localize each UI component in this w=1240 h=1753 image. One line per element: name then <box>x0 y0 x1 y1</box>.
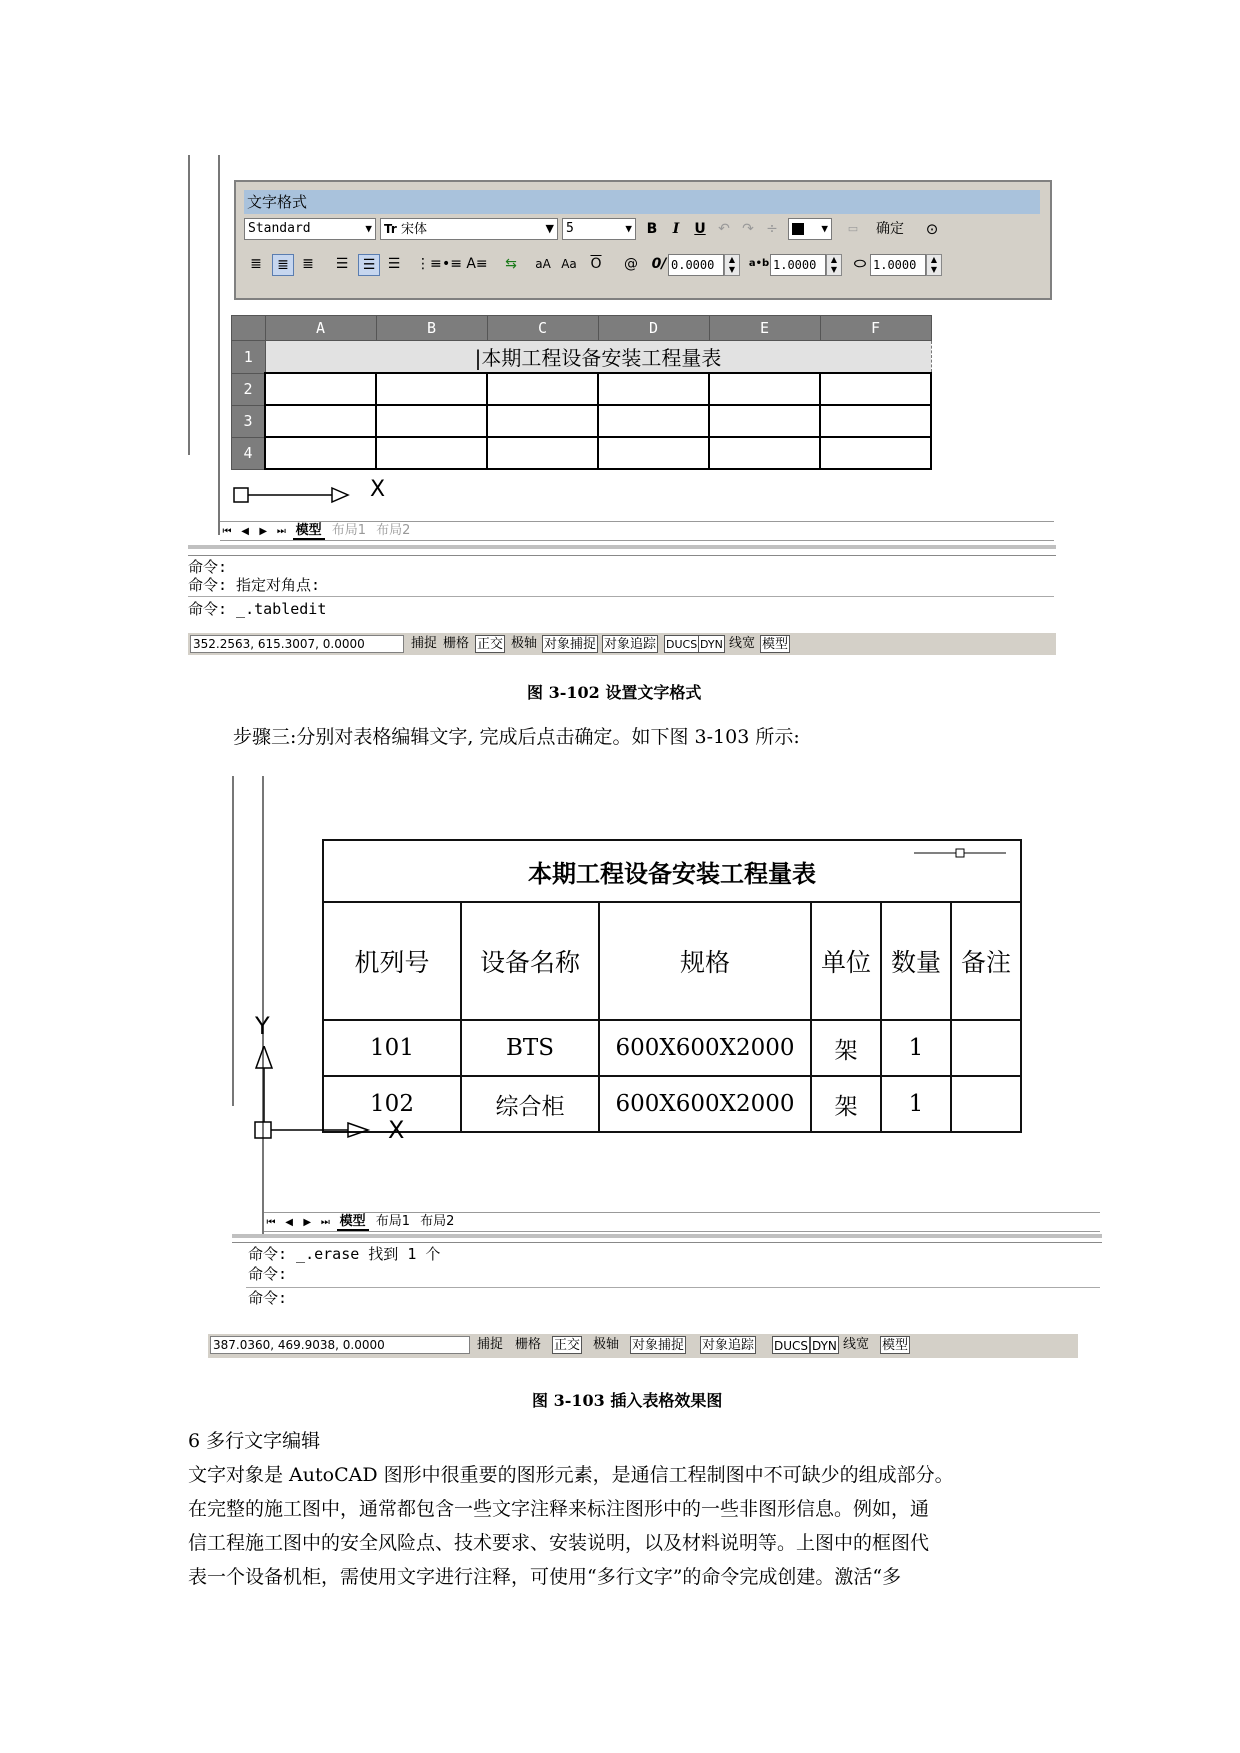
ok-button[interactable]: 确定 <box>876 221 904 237</box>
snap-toggle[interactable]: 捕捉 <box>411 636 438 651</box>
row-header[interactable]: 2 <box>232 373 266 405</box>
table-cell[interactable] <box>820 373 931 405</box>
align-center-icon[interactable]: ≣ <box>272 254 294 276</box>
ortho-toggle[interactable]: 正交 <box>554 1338 581 1353</box>
row-header[interactable]: 1 <box>232 341 266 374</box>
osnap-toggle[interactable]: 对象捕捉 <box>544 637 597 652</box>
align-bottom-icon[interactable]: ☰ <box>387 256 401 272</box>
spinner-icon[interactable]: ▲ ▼ <box>724 254 740 276</box>
command-line: 命令: _.erase 找到 1 个 <box>248 1245 441 1263</box>
next-tab-icon[interactable]: ▶ <box>303 1217 312 1228</box>
otrack-toggle[interactable]: 对象追踪 <box>604 637 657 652</box>
table-cell[interactable] <box>487 437 598 469</box>
bullets-icon[interactable]: •≡ <box>442 256 462 272</box>
command-line: 命令: <box>248 1265 288 1283</box>
chevron-down-icon: ▼ <box>821 222 828 235</box>
command-line: 命令: <box>188 558 228 576</box>
table-cell[interactable]: BTS <box>461 1020 599 1076</box>
body-line: 信工程施工图中的安全风险点、技术要求、安装说明，以及材料说明等。上图中的框图代 <box>188 1532 930 1554</box>
header-cell[interactable]: 单位 <box>811 902 881 1020</box>
table-cell[interactable] <box>376 373 487 405</box>
table-cell[interactable]: 1 <box>881 1020 951 1076</box>
table-title: 本期工程设备安装工程量表 <box>528 859 816 888</box>
splitter[interactable] <box>188 545 1056 549</box>
style-value: Standard <box>248 221 311 236</box>
ducs-toggle[interactable]: DUCS <box>772 1336 810 1354</box>
title-cell-text: 本期工程设备安装工程量表 <box>481 346 722 370</box>
dyn-toggle[interactable]: DYN <box>698 635 725 653</box>
table-cell[interactable]: 架 <box>811 1020 881 1076</box>
layout-tab-bar <box>264 1212 1100 1232</box>
column-header[interactable]: B <box>376 316 487 341</box>
tracking-icon: a•b <box>748 258 770 269</box>
style-combo[interactable] <box>244 218 376 240</box>
table-row <box>323 1020 1021 1076</box>
model-toggle[interactable]: 模型 <box>762 637 789 652</box>
table-cell[interactable] <box>820 437 931 469</box>
table-cell[interactable] <box>487 373 598 405</box>
figure-caption-1: 图 3-102 设置文字格式 <box>527 683 702 702</box>
command-window <box>188 555 1056 618</box>
table-cell[interactable] <box>951 1020 1021 1076</box>
coordinate-readout: 387.0360, 469.9038, 0.0000 <box>210 1336 470 1354</box>
width-factor-icon: ⬭ <box>854 256 866 272</box>
title-cell-editing[interactable]: |本期工程设备安装工程量表 <box>265 341 931 374</box>
column-header[interactable]: F <box>820 316 931 341</box>
table-row <box>232 437 932 469</box>
figure-caption-2: 图 3-103 插入表格效果图 <box>532 1391 723 1410</box>
table-row <box>232 341 932 374</box>
align-middle-icon[interactable]: ☰ <box>358 254 380 276</box>
status-bar <box>188 633 1056 655</box>
text-format-panel <box>234 180 1052 300</box>
ucs-x-label: X <box>388 1116 405 1144</box>
column-header[interactable]: C <box>487 316 598 341</box>
body-line: 表一个设备机柜，需使用文字进行注释，可使用“多行文字”的命令完成创建。激活“多 <box>188 1566 902 1588</box>
figure-text-format <box>188 155 1056 665</box>
table-cell[interactable] <box>265 373 376 405</box>
first-tab-icon[interactable]: ⏮ <box>266 1217 276 1228</box>
table-cell[interactable]: 600X600X2000 <box>599 1020 811 1076</box>
lowercase-icon[interactable]: Aa <box>561 257 577 271</box>
row-header[interactable]: 4 <box>232 437 266 469</box>
insert-field-icon[interactable]: ⇆ <box>505 256 517 272</box>
row-header[interactable]: 3 <box>232 405 266 437</box>
redo-icon[interactable]: ↷ <box>742 221 754 237</box>
options-icon[interactable]: ⊙ <box>925 220 939 238</box>
tab-layout2[interactable]: 布局2 <box>420 1214 455 1229</box>
tab-layout1[interactable]: 布局1 <box>331 523 366 538</box>
table-cell[interactable] <box>376 437 487 469</box>
table-cell[interactable]: 101 <box>323 1020 461 1076</box>
table-cell[interactable] <box>709 373 820 405</box>
table-cell[interactable] <box>265 405 376 437</box>
status-bar <box>208 1334 1078 1358</box>
chevron-down-icon: ▼ <box>545 222 554 235</box>
figure-table-result <box>213 776 1102 1392</box>
align-right-icon[interactable]: ≣ <box>302 256 314 272</box>
column-header[interactable]: A <box>265 316 376 341</box>
divider <box>246 1287 1100 1288</box>
tab-model[interactable]: 模型 <box>337 1214 369 1231</box>
lineweight-toggle[interactable]: 线宽 <box>843 1337 870 1352</box>
last-tab-icon[interactable]: ⏭ <box>276 526 286 537</box>
table-cell[interactable]: 架 <box>811 1076 881 1132</box>
table-cell[interactable] <box>598 373 709 405</box>
align-left-icon[interactable]: ≣ <box>250 256 262 272</box>
polar-toggle[interactable]: 极轴 <box>593 1337 620 1352</box>
viewport-edge <box>232 776 234 1106</box>
equipment-table <box>322 839 1022 1133</box>
grip-icon[interactable] <box>914 847 1006 859</box>
layout-tab-bar <box>220 521 1054 541</box>
ruler-icon[interactable]: ▭ <box>847 222 859 235</box>
tab-model[interactable]: 模型 <box>293 523 325 540</box>
color-combo[interactable] <box>788 218 832 240</box>
header-cell[interactable]: 数量 <box>881 902 951 1020</box>
table-cell[interactable] <box>709 437 820 469</box>
prev-tab-icon[interactable]: ◀ <box>241 526 249 537</box>
grid-toggle[interactable]: 栅格 <box>515 1337 542 1352</box>
coordinate-readout: 352.2563, 615.3007, 0.0000 <box>190 635 404 653</box>
splitter[interactable] <box>232 1234 1102 1238</box>
viewport-edge <box>262 776 264 1238</box>
tracking-input[interactable]: 1.0000 <box>770 254 826 276</box>
tab-layout1[interactable]: 布局1 <box>375 1214 410 1229</box>
table-header-row <box>323 902 1021 1020</box>
height-value: 5 <box>566 221 574 236</box>
model-toggle[interactable]: 模型 <box>882 1338 909 1353</box>
snap-toggle[interactable]: 捕捉 <box>477 1337 504 1352</box>
table-cell[interactable] <box>598 405 709 437</box>
table-row <box>232 405 932 437</box>
italic-button[interactable]: I <box>672 221 680 237</box>
spinner-icon[interactable]: ▲ ▼ <box>926 254 942 276</box>
table-cell[interactable]: 综合柜 <box>461 1076 599 1132</box>
symbol-icon[interactable]: @ <box>624 256 638 272</box>
text-height-combo[interactable] <box>562 218 636 240</box>
underline-button[interactable]: U <box>694 221 706 237</box>
undo-icon[interactable]: ↶ <box>718 221 730 237</box>
first-tab-icon[interactable]: ⏮ <box>222 526 232 537</box>
ortho-toggle[interactable]: 正交 <box>477 637 504 652</box>
command-window <box>232 1242 1102 1307</box>
oblique-angle-icon: 0/ <box>651 256 667 272</box>
viewport-edge <box>218 155 220 535</box>
ucs-icon <box>232 470 372 510</box>
table-cell[interactable]: 102 <box>323 1076 461 1132</box>
table-row <box>232 373 932 405</box>
width-factor-input[interactable]: 1.0000 <box>870 254 926 276</box>
last-tab-icon[interactable]: ⏭ <box>320 1217 330 1228</box>
tab-layout2[interactable]: 布局2 <box>376 523 411 538</box>
numbering-icon[interactable]: ⋮≡ <box>416 256 442 272</box>
bold-button[interactable]: B <box>646 221 658 237</box>
uppercase-icon[interactable]: aA <box>535 257 551 271</box>
table-cell[interactable] <box>376 405 487 437</box>
table-cell[interactable]: 600X600X2000 <box>599 1076 811 1132</box>
table-cell[interactable] <box>951 1076 1021 1132</box>
ducs-toggle[interactable]: DUCS <box>664 635 699 653</box>
osnap-toggle[interactable]: 对象捕捉 <box>632 1338 685 1353</box>
truetype-icon: Tr <box>384 222 397 236</box>
command-input[interactable]: 命令: _.tabledit <box>188 600 327 618</box>
header-cell[interactable]: 设备名称 <box>461 902 599 1020</box>
grid-toggle[interactable]: 栅格 <box>443 636 470 651</box>
ucs-x-label: X <box>370 477 386 502</box>
corner-cell <box>232 316 266 341</box>
next-tab-icon[interactable]: ▶ <box>259 526 268 537</box>
table-row <box>323 1076 1021 1132</box>
divider <box>188 596 1054 597</box>
prev-tab-icon[interactable]: ◀ <box>285 1217 293 1228</box>
dyn-toggle[interactable]: DYN <box>810 1336 839 1354</box>
column-header[interactable]: E <box>709 316 820 341</box>
uppercase-letters-icon[interactable]: A≡ <box>466 256 488 272</box>
command-line: 命令: 指定对角点: <box>188 576 321 594</box>
polar-toggle[interactable]: 极轴 <box>511 636 538 651</box>
spinner-icon[interactable]: ▲ ▼ <box>826 254 842 276</box>
stack-icon[interactable]: ÷ <box>766 221 778 237</box>
table-cell[interactable] <box>598 437 709 469</box>
align-top-icon[interactable]: ☰ <box>335 256 349 272</box>
column-header[interactable]: D <box>598 316 709 341</box>
step-text: 步骤三:分别对表格编辑文字, 完成后点击确定。如下图 3-103 所示: <box>233 726 800 748</box>
font-combo[interactable] <box>380 218 558 240</box>
header-cell[interactable]: 规格 <box>599 902 811 1020</box>
table-editing-grid <box>231 315 935 462</box>
command-input[interactable]: 命令: <box>248 1289 288 1307</box>
text-format-titlebar[interactable]: 文字格式 <box>244 190 1040 214</box>
chevron-down-icon: ▼ <box>365 222 372 235</box>
body-line: 在完整的施工图中，通常都包含一些文字注释来标注图形中的一些非图形信息。例如，通 <box>188 1498 930 1520</box>
table-cell[interactable] <box>265 437 376 469</box>
table-title-cell[interactable] <box>323 840 1021 902</box>
lineweight-toggle[interactable]: 线宽 <box>729 636 756 651</box>
table-cell[interactable] <box>709 405 820 437</box>
header-cell[interactable]: 机列号 <box>323 902 461 1020</box>
body-line: 文字对象是 AutoCAD 图形中很重要的图形元素，是通信工程制图中不可缺少的组成部分。 <box>188 1464 954 1486</box>
font-value: 宋体 <box>400 222 427 237</box>
color-swatch-icon <box>792 223 804 235</box>
overline-icon[interactable]: $\overline{O}$ <box>590 256 602 272</box>
ucs-y-label: Y <box>255 1012 270 1040</box>
table-cell[interactable]: 1 <box>881 1076 951 1132</box>
oblique-angle-input[interactable]: 0.0000 <box>668 254 724 276</box>
table-title-row <box>323 840 1021 902</box>
viewport-edge <box>188 155 190 455</box>
section-heading: 6 多行文字编辑 <box>188 1430 321 1452</box>
column-header-row <box>232 316 932 341</box>
chevron-down-icon: ▼ <box>625 222 632 235</box>
otrack-toggle[interactable]: 对象追踪 <box>702 1338 755 1353</box>
table-cell[interactable] <box>820 405 931 437</box>
table-cell[interactable] <box>487 405 598 437</box>
header-cell[interactable]: 备注 <box>951 902 1021 1020</box>
